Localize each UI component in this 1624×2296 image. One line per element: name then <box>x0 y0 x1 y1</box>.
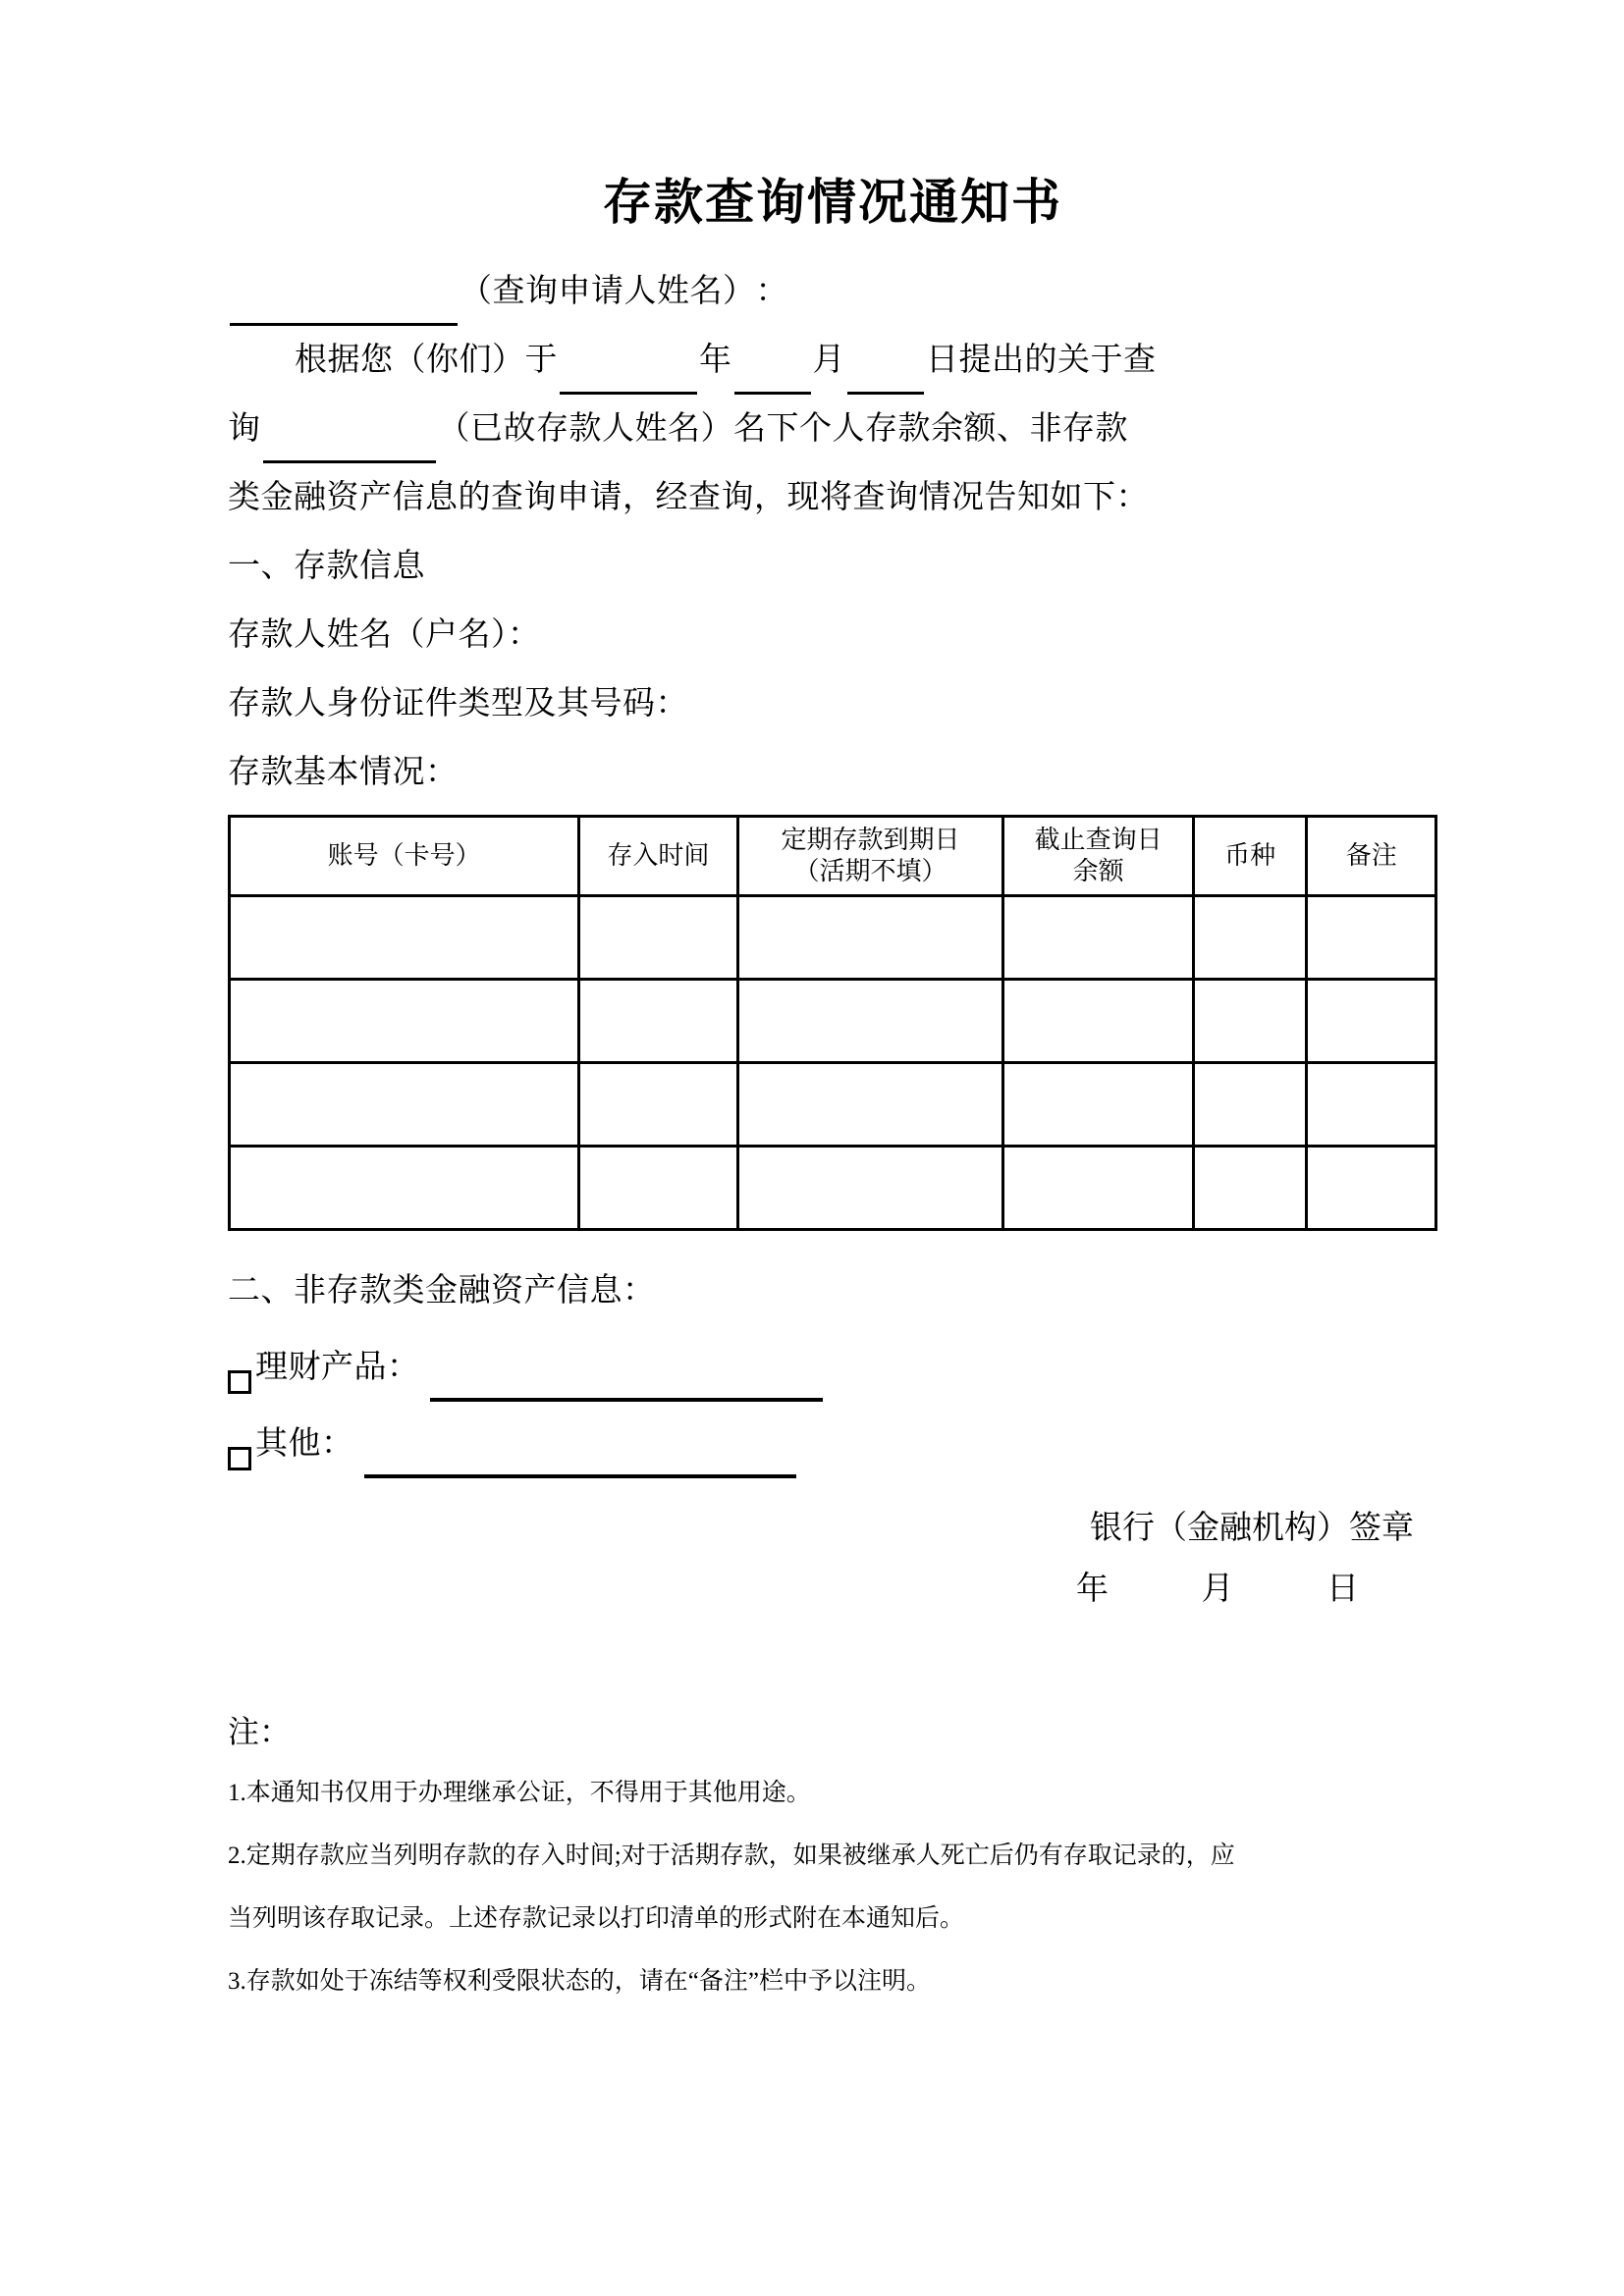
section-two-heading <box>228 1256 1437 1325</box>
depositor-name-label: 存款人姓名（户名）： <box>228 616 541 653</box>
cell-deposit-time[interactable] <box>579 895 738 979</box>
column-header-balance-main: 截止查询日 <box>1034 825 1163 854</box>
column-header-currency <box>1193 816 1307 895</box>
intro-line-3 <box>228 463 1437 532</box>
cell-remarks[interactable] <box>1307 979 1436 1062</box>
section-one-heading <box>228 532 1437 601</box>
cell-balance[interactable] <box>1003 1146 1194 1229</box>
table-row[interactable] <box>230 979 1436 1062</box>
section-two-block <box>228 1256 1437 1478</box>
cell-account[interactable] <box>230 1146 579 1229</box>
intro-line-2-suffix: （已故存款人姓名）名下个人存款余额、非存款 <box>437 410 1128 447</box>
column-header-remarks <box>1307 816 1436 895</box>
column-header-remarks-main: 备注 <box>1345 840 1397 870</box>
cell-balance[interactable] <box>1003 895 1194 979</box>
cell-currency[interactable] <box>1193 895 1307 979</box>
section-two-heading-text: 二、非存款类金融资产信息： <box>228 1272 656 1308</box>
cell-deposit-time[interactable] <box>579 1146 738 1229</box>
cell-account[interactable] <box>230 1062 579 1146</box>
column-header-deposit-time <box>579 816 738 895</box>
checkbox-other[interactable] <box>228 1447 251 1470</box>
document-sheet <box>228 0 1437 2010</box>
notes-title: 注： <box>228 1713 292 1749</box>
applicant-name-blank[interactable] <box>230 284 458 326</box>
cell-remarks[interactable] <box>1307 1062 1436 1146</box>
table-row[interactable] <box>230 1146 1436 1229</box>
signature-date-line <box>228 1559 1437 1620</box>
cell-currency[interactable] <box>1193 979 1307 1062</box>
signature-month-label: 月 <box>1201 1571 1234 1607</box>
deposit-table-wrapper <box>228 815 1437 1231</box>
column-header-maturity-date-main: 定期存款到期日 <box>781 825 960 854</box>
column-header-maturity-date <box>737 816 1003 895</box>
deceased-name-blank[interactable] <box>263 421 436 463</box>
depositor-id-label: 存款人身份证件类型及其号码： <box>228 685 688 721</box>
option-other-row[interactable] <box>228 1402 1437 1478</box>
note-item: 1.本通知书仅用于办理继承公证，不得用于其他用途。 <box>228 1779 811 1806</box>
signature-block <box>228 1498 1437 1620</box>
deposit-basic-row <box>228 738 1437 807</box>
option-wealth-row[interactable] <box>228 1325 1437 1402</box>
cell-maturity-date[interactable] <box>737 979 1003 1062</box>
intro-block <box>228 257 1437 807</box>
column-header-deposit-time-main: 存入时间 <box>607 840 710 870</box>
deposit-table-head <box>230 816 1436 895</box>
bank-seal-line <box>228 1498 1437 1559</box>
option-wealth-label: 理财产品： <box>255 1349 420 1385</box>
bank-seal-label: 银行（金融机构）签章 <box>1090 1510 1414 1546</box>
deposit-table <box>228 815 1437 1231</box>
column-header-account <box>230 816 579 895</box>
checkbox-wealth-product[interactable] <box>228 1370 251 1394</box>
cell-currency[interactable] <box>1193 1062 1307 1146</box>
note-item: 当列明该存取记录。上述存款记录以打印清单的形式附在本通知后。 <box>228 1904 965 1932</box>
month-blank[interactable] <box>734 352 811 395</box>
column-header-account-main: 账号（卡号） <box>327 840 481 870</box>
cell-account[interactable] <box>230 979 579 1062</box>
other-blank[interactable] <box>364 1439 796 1478</box>
signature-year-label: 年 <box>1076 1571 1109 1607</box>
section-one-heading-text: 一、存款信息 <box>228 548 425 584</box>
column-header-currency-main: 币种 <box>1224 840 1276 870</box>
depositor-id-row <box>228 669 1437 738</box>
cell-currency[interactable] <box>1193 1146 1307 1229</box>
salutation-paren-open: （ <box>460 273 493 309</box>
note-item: 3.存款如处于冻结等权利受限状态的，请在“备注”栏中予以注明。 <box>228 1967 931 1995</box>
page-title: 存款查询情况通知书 <box>603 175 1062 230</box>
day-unit: 日 <box>926 342 959 378</box>
intro-line-3-text: 类金融资产信息的查询申请，经查询，现将查询情况告知如下： <box>228 479 1149 515</box>
salutation-label: 查询申请人姓名 <box>492 273 723 309</box>
deposit-table-body <box>230 895 1436 1229</box>
intro-line-1 <box>228 326 1437 395</box>
column-header-maturity-date-sub: （活期不填） <box>793 856 947 885</box>
cell-deposit-time[interactable] <box>579 979 738 1062</box>
cell-remarks[interactable] <box>1307 895 1436 979</box>
intro-line-1-suffix: 提出的关于查 <box>958 342 1157 378</box>
intro-line-2 <box>228 395 1437 463</box>
cell-balance[interactable] <box>1003 1062 1194 1146</box>
year-unit: 年 <box>699 342 732 378</box>
cell-account[interactable] <box>230 895 579 979</box>
notes-block <box>228 1704 1437 2010</box>
cell-maturity-date[interactable] <box>737 1146 1003 1229</box>
wealth-product-blank[interactable] <box>430 1362 823 1402</box>
salutation-paren-close: ） <box>723 273 756 309</box>
cell-maturity-date[interactable] <box>737 895 1003 979</box>
intro-line-1-prefix: 根据您（你们）于 <box>295 342 558 378</box>
cell-remarks[interactable] <box>1307 1146 1436 1229</box>
deposit-basic-label: 存款基本情况： <box>228 754 459 790</box>
cell-maturity-date[interactable] <box>737 1062 1003 1146</box>
day-blank[interactable] <box>847 352 924 395</box>
column-header-balance-sub: 余额 <box>1072 856 1124 885</box>
salutation-colon: ： <box>755 273 788 309</box>
depositor-name-row <box>228 601 1437 669</box>
intro-line-2-prefix: 询 <box>228 410 261 447</box>
table-header-row <box>230 816 1436 895</box>
option-other-label: 其他： <box>255 1425 354 1462</box>
month-unit: 月 <box>812 342 845 378</box>
salutation-line <box>228 257 1437 326</box>
note-item: 2.定期存款应当列明存款的存入时间;对于活期存款，如果被继承人死亡后仍有存取记录的，应 <box>228 1842 1235 1869</box>
table-row[interactable] <box>230 1062 1436 1146</box>
column-header-balance <box>1003 816 1194 895</box>
cell-deposit-time[interactable] <box>579 1062 738 1146</box>
signature-day-label: 日 <box>1326 1571 1359 1607</box>
table-row[interactable] <box>230 895 1436 979</box>
cell-balance[interactable] <box>1003 979 1194 1062</box>
year-blank[interactable] <box>560 352 697 395</box>
